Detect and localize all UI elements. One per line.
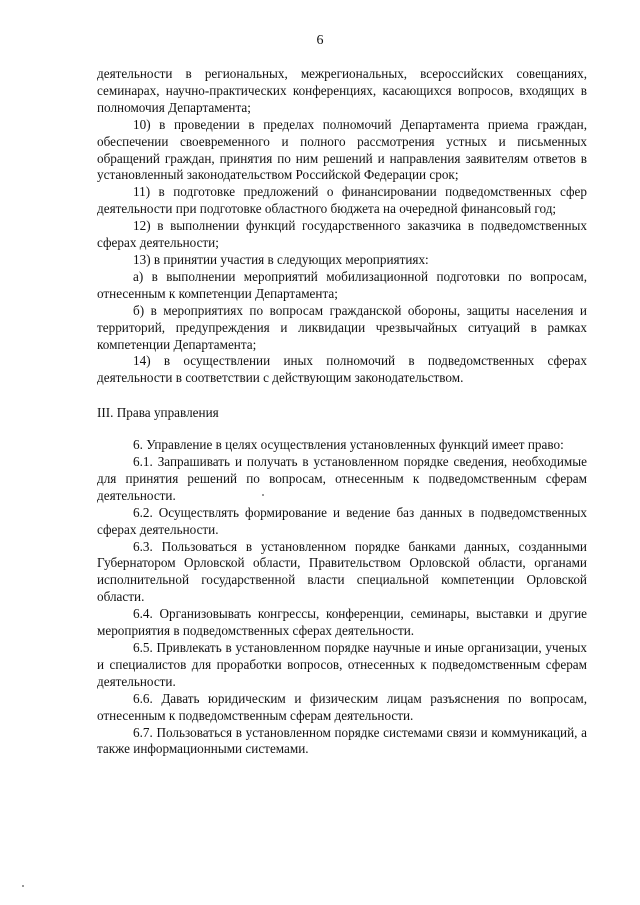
paragraph-6-6: 6.6. Давать юридическим и физическим лицам разъяснения по вопросам, отнесенным к подведомственным сферам деятельности. (97, 690, 587, 723)
paragraph-item-12: 12) в выполнении функций государственного заказчика в подведомственных сферах деятельности; (97, 218, 587, 251)
paragraph-item-13: 13) в принятии участия в следующих мероприятиях: (133, 251, 429, 267)
paragraph-item-10: 10) в проведении в пределах полномочий Департамента приема граждан, обеспечении своевременного и полного рассмотрения устных и письменных обращений граждан, принятия по ним решений и направления заявителям ответов в установленный законодательством Российской Федерации срок; (97, 116, 587, 183)
paragraph-item-14: 14) в осуществлении иных полномочий в подведомственных сферах деятельности в соответствии с действующим законодательством. (97, 353, 587, 386)
paragraph-6-1: 6.1. Запрашивать и получать в установленном порядке сведения, необходимые для принятия решений по вопросам, отнесенным к подведомственным сферам деятельности. (97, 454, 587, 503)
paragraph-6-2: 6.2. Осуществлять формирование и ведение баз данных в подведомственных сферах деятельности. (97, 504, 587, 537)
paragraph-6: 6. Управление в целях осуществления установленных функций имеет право: (133, 437, 564, 453)
paragraph-6-4: 6.4. Организовывать конгрессы, конференции, семинары, выставки и другие мероприятия в подведомственных сферах деятельности. (97, 606, 587, 639)
paragraph-item-11: 11) в подготовке предложений о финансировании подведомственных сфер деятельности при подготовке областного бюджета на очередной финансовый год; (97, 184, 587, 217)
scan-artifact-dot (262, 494, 264, 496)
paragraph-continuation: деятельности в региональных, межрегиональных, всероссийских совещаниях, семинарах, научно-практических конференциях, касающихся вопросов, входящих в полномочия Департамента; (97, 66, 587, 115)
document-body (97, 66, 587, 758)
scan-artifact-dot (22, 885, 24, 887)
page-number: 6 (316, 33, 324, 48)
paragraph-item-13b: б) в мероприятиях по вопросам гражданской обороны, защиты населения и территорий, предупреждения и ликвидации чрезвычайных ситуаций в рамках компетенции Департамента; (97, 302, 587, 352)
paragraph-6-5: 6.5. Привлекать в установленном порядке научные и иные организации, ученых и специалистов для проработки вопросов, отнесенных к подведомственным сферам деятельности. (97, 640, 587, 689)
paragraph-6-7: 6.7. Пользоваться в установленном порядке системами связи и коммуникаций, а также информационными системами. (97, 724, 587, 757)
paragraph-item-13a: а) в выполнении мероприятий мобилизационной подготовки по вопросам, отнесенным к компетенции Департамента; (97, 268, 587, 301)
paragraph-6-3: 6.3. Пользоваться в установленном порядке банками данных, созданными Губернатором Орловской области, Правительством Орловской области, органами исполнительной государственной власти специальной компетенции Орловской области. (97, 538, 587, 605)
section-heading: III. Права управления (97, 405, 219, 421)
